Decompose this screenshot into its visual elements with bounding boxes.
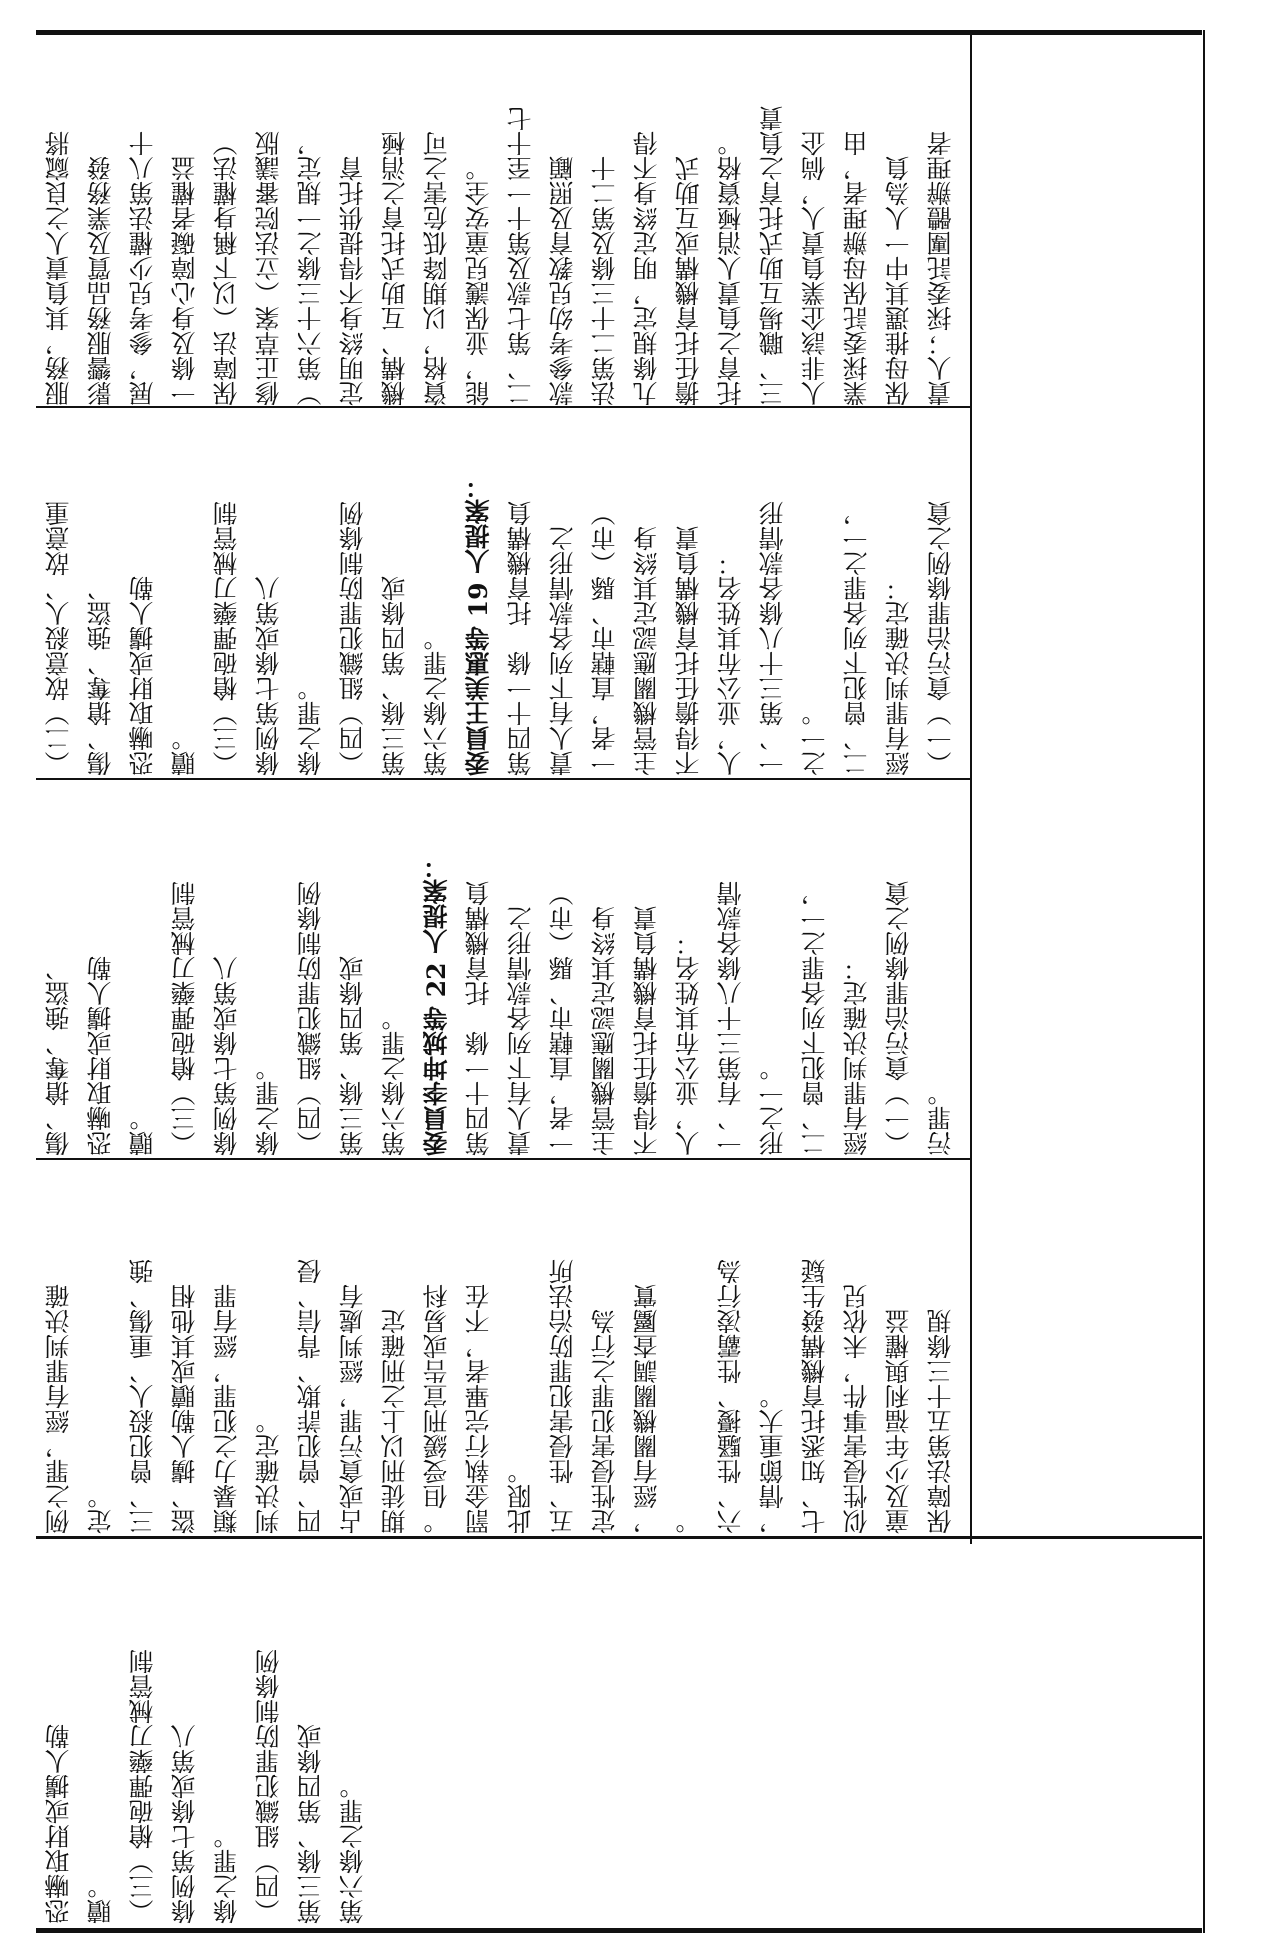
text-line: 款參考幼兒教育及照顧 <box>548 156 577 406</box>
text-line: （四）組織犯罪防制條例 <box>296 881 325 1156</box>
explanation-column <box>40 50 966 406</box>
text-line: 一條及身心障礙者權益 <box>170 156 199 406</box>
text-line: 條之罪。 <box>296 676 325 776</box>
text-line: 二、曾犯下列各罪之一， <box>800 881 829 1156</box>
text-line: 經有罪判決確定： <box>842 956 871 1156</box>
text-line: 恐嚇取財或擄人勒 <box>44 1724 73 1924</box>
text-line: 六、性騷擾、性霸凌行為 <box>716 1259 745 1534</box>
text-line: 七、知悉托育機構發生疑 <box>800 1259 829 1534</box>
text-line: 期徒刑以上之刑確定 <box>380 1309 409 1534</box>
text-line: 主管機關應認定其終身 <box>590 906 619 1156</box>
text-line: 一、第三十八條各款情形 <box>758 501 787 776</box>
text-line: 主管機關應認定其終身 <box>632 526 661 776</box>
text-line: 第六條之罪。 <box>338 1774 367 1924</box>
text-line: 定。 <box>86 1484 115 1534</box>
separator-bottom <box>36 1928 1202 1933</box>
text-line: 托育之負責人消極資格。 <box>716 131 745 406</box>
text-line: 保障法（以下稱身權法） <box>212 131 241 406</box>
text-line: ，情節重大。 <box>758 1384 787 1534</box>
text-line: ）第六十三條之一規定， <box>296 131 325 406</box>
cell-divider <box>36 406 970 408</box>
text-line: 能，並保護兒童安全。 <box>464 156 493 406</box>
text-line: 贖。 <box>128 1106 157 1156</box>
text-line: 童及少年福利與權益 <box>884 1309 913 1534</box>
text-line: 。但受緩刑宣告或易科 <box>422 1284 451 1534</box>
text-line: 之一。 <box>800 701 829 776</box>
text-line: 此限。 <box>506 1459 535 1534</box>
text-line: 污罪。 <box>926 1081 955 1156</box>
text-line: 罰金執行完畢者，不在 <box>464 1284 493 1534</box>
text-line: 一者，直轄市、縣（市） <box>590 501 619 776</box>
text-line: 形之一。 <box>758 1056 787 1156</box>
separator-top <box>36 30 1202 35</box>
text-line: 服務，其負責人之良窳將 <box>44 131 73 406</box>
text-line: 類暴力之犯罪，經有罪 <box>212 1284 241 1534</box>
text-line: （一）貪污治罪條例之貪 <box>926 501 955 776</box>
text-line: 人，並公布其姓名： <box>716 551 745 776</box>
text-line: 保母推選其中一人為負 <box>884 156 913 406</box>
text-line: 條例第七條或第八 <box>254 576 283 776</box>
text-line: 五、性侵害犯罪防治法所 <box>548 1259 577 1534</box>
text-line: 三、曾犯殺人、重傷、強 <box>128 1259 157 1534</box>
text-line: 一、有第三十八條各款情 <box>716 881 745 1156</box>
text-line: 第三條、第四條或 <box>338 956 367 1156</box>
cell-divider <box>36 1536 1202 1539</box>
text-line: 人，並公布其姓名： <box>674 931 703 1156</box>
text-line: 判決確定。 <box>254 1409 283 1534</box>
proposal-wang-column <box>40 412 966 776</box>
text-line: 責人有下列各款情形之 <box>548 526 577 776</box>
text-line: 條例第七條或第八 <box>212 956 241 1156</box>
text-line: 經有罪判決確定： <box>884 576 913 776</box>
text-line: 條例第七條或第八 <box>170 1724 199 1924</box>
text-line: 似性侵害事件，未依兒 <box>842 1284 871 1534</box>
cell-divider <box>36 778 970 780</box>
text-line: 責人有下列各款情形之 <box>506 906 535 1156</box>
text-line: 傷、搶奪、強盜、 <box>86 576 115 776</box>
text-line: 條之罪。 <box>212 1824 241 1924</box>
text-line: （三）槍砲彈藥刀械管制 <box>212 501 241 776</box>
text-line: 責人；採委託團體辦理者 <box>926 131 955 406</box>
text-line: 修正草案（立法院審議版 <box>254 131 283 406</box>
text-line: 第六條之罪。 <box>380 1006 409 1156</box>
proposal-heading: 委員王美惠等 19 人提案： <box>464 473 493 776</box>
text-line: 影響服務品質及業務發 <box>86 156 115 406</box>
continuation-column <box>40 1546 966 1924</box>
text-line: 贖。 <box>170 726 199 776</box>
text-line: （三）槍砲彈藥刀械管制 <box>170 881 199 1156</box>
text-line: 第三條、第四條或 <box>296 1724 325 1924</box>
text-line: （四）組織犯罪防制條例 <box>254 1649 283 1924</box>
text-line: 盜、擄人勒贖或其他相 <box>170 1284 199 1534</box>
text-line: 資格，以期降低危害之可 <box>422 131 451 406</box>
cell-divider <box>36 1158 970 1160</box>
text-line: 第三條、第四條或 <box>380 576 409 776</box>
row-divider <box>1203 30 1205 1933</box>
text-line: （三）槍砲彈藥刀械管制 <box>128 1649 157 1924</box>
text-line: 展，參考兒少權法第八十 <box>128 131 157 406</box>
text-line: 四、曾犯詐欺、背信、侵 <box>296 1259 325 1534</box>
text-line: 擔任托育機構或互助式 <box>674 156 703 406</box>
text-line: 傷、搶奪、強盜、 <box>44 956 73 1156</box>
text-line: 不得擔任托育機構負責 <box>674 526 703 776</box>
text-line: 。 <box>674 1509 703 1534</box>
text-line: ，經有關機關調查屬實 <box>632 1284 661 1534</box>
text-line: 二、第七款及第十一至十七 <box>506 106 535 406</box>
text-line: 法第二十三條及第二十 <box>590 156 619 406</box>
text-line: 業採委託保母辦理者，由 <box>842 131 871 406</box>
text-line: 二、曾犯下列各罪之一， <box>842 501 871 776</box>
text-line: 定明終身不得提供托育 <box>338 156 367 406</box>
text-line: 不得擔任托育機構負責 <box>632 906 661 1156</box>
text-line: 第四十一條 托育機構負 <box>506 501 535 776</box>
text-line: 三、職場互助式托育之負責 <box>758 106 787 406</box>
text-line: 贖。 <box>86 1874 115 1924</box>
text-line: 九條規定，明定終身不得 <box>632 131 661 406</box>
text-line: 保障法第五十三條規 <box>926 1309 955 1534</box>
proposal-li-column <box>40 784 966 1156</box>
text-line: 一者，直轄市、縣（市） <box>548 881 577 1156</box>
text-line: （二）故意殺人、故意重 <box>44 501 73 776</box>
text-line: （四）組織犯罪防制條例 <box>338 501 367 776</box>
text-line: 第六條之罪。 <box>422 626 451 776</box>
text-line: 定性侵害犯罪之行為 <box>590 1309 619 1534</box>
row-divider <box>970 32 972 1544</box>
clauses-column <box>40 1164 966 1534</box>
text-line: （一）貪污治罪條例之貪 <box>884 881 913 1156</box>
proposal-heading: 委員李坤城等 22 人提案： <box>422 853 451 1156</box>
text-line: 恐嚇取財或擄人勒 <box>128 576 157 776</box>
text-line: 恐嚇取財或擄人勒 <box>86 956 115 1156</box>
text-line: 第四十一條 托育機構負 <box>464 881 493 1156</box>
text-line: 人非該企業負責人，倘企 <box>800 131 829 406</box>
text-line: 占或貪污罪，經判處有 <box>338 1284 367 1534</box>
text-line: 例之罪，經有罪判決確 <box>44 1284 73 1534</box>
text-line: 機構、互助式托育之消極 <box>380 131 409 406</box>
text-line: 條之罪。 <box>254 1056 283 1156</box>
